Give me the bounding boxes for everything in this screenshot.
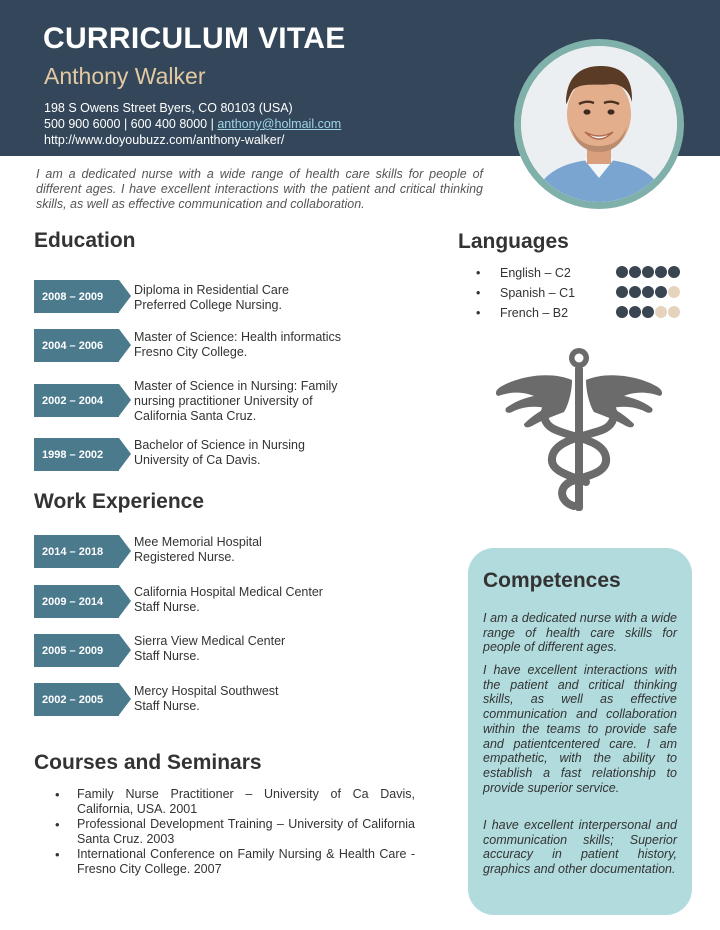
- entry-details: [134, 585, 323, 615]
- website-link[interactable]: http://www.doyoubuzz.com/anthony-walker/: [44, 133, 285, 147]
- level-dot-filled: [642, 306, 654, 318]
- avatar-illustration: [521, 46, 677, 202]
- level-dot-empty: [668, 306, 680, 318]
- profile-summary: I am a dedicated nurse with a wide range of health care skills for people of different ages. I have excellent interactions with the patient and critical thinking skills, as well as effective communication and collaboration.: [36, 167, 483, 211]
- entry-line: Mercy Hospital Southwest: [134, 684, 279, 698]
- language-label: French – B2: [500, 306, 569, 320]
- level-dot-empty: [668, 286, 680, 298]
- entry-line: Mee Memorial Hospital: [134, 535, 262, 549]
- work-heading: Work Experience: [34, 490, 205, 513]
- entry-line: Fresno City College.: [134, 345, 248, 359]
- cv-title: CURRICULUM VITAE: [43, 22, 346, 55]
- year-tag: 2009 – 2014: [34, 585, 119, 618]
- entry-line: Sierra View Medical Center: [134, 634, 286, 648]
- language-item: [474, 306, 684, 326]
- candidate-name: Anthony Walker: [44, 63, 206, 89]
- education-heading: Education: [34, 229, 136, 252]
- list-item: • Family Nurse Practitioner – University of Ca Davis, California, USA. 2001: [55, 787, 415, 817]
- level-dot-filled: [642, 286, 654, 298]
- year-tag: 2005 – 2009: [34, 634, 119, 667]
- entry-details: [134, 438, 305, 468]
- contact-line: [44, 117, 341, 131]
- language-level: [616, 286, 680, 298]
- level-dot-filled: [629, 286, 641, 298]
- level-dot-filled: [616, 286, 628, 298]
- language-item: [474, 266, 684, 286]
- education-entry: [34, 280, 414, 314]
- entry-line: Staff Nurse.: [134, 699, 200, 713]
- bullet-icon: •: [476, 286, 481, 300]
- education-entry: [34, 438, 414, 472]
- year-tag: 2014 – 2018: [34, 535, 119, 568]
- entry-line: Diploma in Residential Care: [134, 283, 289, 297]
- level-dot-filled: [629, 266, 641, 278]
- entry-line: California Hospital Medical Center: [134, 585, 323, 599]
- work-entry: [34, 683, 414, 717]
- entry-details: [134, 634, 285, 664]
- courses-list: [55, 787, 415, 877]
- competences-heading: Competences: [483, 569, 621, 592]
- bullet-icon: •: [476, 306, 481, 320]
- phone-numbers: 500 900 6000 | 600 400 8000 |: [44, 117, 214, 131]
- year-tag: 2004 – 2006: [34, 329, 119, 362]
- list-item: • International Conference on Family Nursing & Health Care - Fresno City College. 2007: [55, 847, 415, 877]
- level-dot-filled: [655, 286, 667, 298]
- entry-line: California Santa Cruz.: [134, 409, 257, 423]
- competence-paragraph: I am a dedicated nurse with a wide range of health care skills for people of different ages.: [483, 611, 677, 655]
- entry-line: Master of Science in Nursing: Family: [134, 379, 338, 393]
- language-level: [616, 306, 680, 318]
- work-entry: [34, 585, 414, 619]
- caduceus-icon: [494, 346, 664, 514]
- competence-paragraph: I have excellent interactions with the patient and critical thinking skills, as well as effective communication and collaboration within the teams to provide safe and patientcentered care. I am empathetic, with the ability to establish a fast relationship to provide superior service.: [483, 663, 677, 795]
- address: 198 S Owens Street Byers, CO 80103 (USA): [44, 101, 293, 115]
- entry-line: Registered Nurse.: [134, 550, 235, 564]
- entry-line: Staff Nurse.: [134, 600, 200, 614]
- level-dot-filled: [668, 266, 680, 278]
- list-item: • Professional Development Training – University of California Santa Cruz. 2003: [55, 817, 415, 847]
- languages-list: [474, 266, 684, 326]
- work-entry: [34, 634, 414, 668]
- entry-line: Bachelor of Science in Nursing: [134, 438, 305, 452]
- work-entry: [34, 535, 414, 569]
- courses-heading: Courses and Seminars: [34, 751, 262, 774]
- level-dot-filled: [655, 266, 667, 278]
- level-dot-filled: [616, 306, 628, 318]
- competences-panel: [468, 548, 692, 915]
- languages-heading: Languages: [458, 230, 569, 253]
- year-tag: 2002 – 2004: [34, 384, 119, 417]
- entry-line: University of Ca Davis.: [134, 453, 261, 467]
- level-dot-filled: [642, 266, 654, 278]
- language-item: [474, 286, 684, 306]
- entry-line: Master of Science: Health informatics: [134, 330, 342, 344]
- year-tag: 2008 – 2009: [34, 280, 119, 313]
- language-level: [616, 266, 680, 278]
- level-dot-filled: [616, 266, 628, 278]
- education-entry: [34, 379, 414, 430]
- language-label: Spanish – C1: [500, 286, 576, 300]
- bullet-icon: •: [476, 266, 481, 280]
- profile-photo: [521, 46, 677, 202]
- photo-frame: [514, 39, 684, 209]
- entry-details: [134, 379, 338, 424]
- entry-line: nursing practitioner University of: [134, 394, 313, 408]
- entry-line: Staff Nurse.: [134, 649, 200, 663]
- entry-details: [134, 283, 289, 313]
- entry-details: [134, 330, 341, 360]
- language-label: English – C2: [500, 266, 571, 280]
- entry-details: [134, 684, 279, 714]
- education-entry: [34, 329, 414, 363]
- competence-paragraph: I have excellent interpersonal and communication skills; Superior accuracy in patient history, graphics and other documentation.: [483, 818, 677, 877]
- email-link[interactable]: anthony@holmail.com: [217, 117, 342, 131]
- year-tag: 2002 – 2005: [34, 683, 119, 716]
- year-tag: 1998 – 2002: [34, 438, 119, 471]
- level-dot-filled: [629, 306, 641, 318]
- level-dot-empty: [655, 306, 667, 318]
- entry-details: [134, 535, 262, 565]
- entry-line: Preferred College Nursing.: [134, 298, 282, 312]
